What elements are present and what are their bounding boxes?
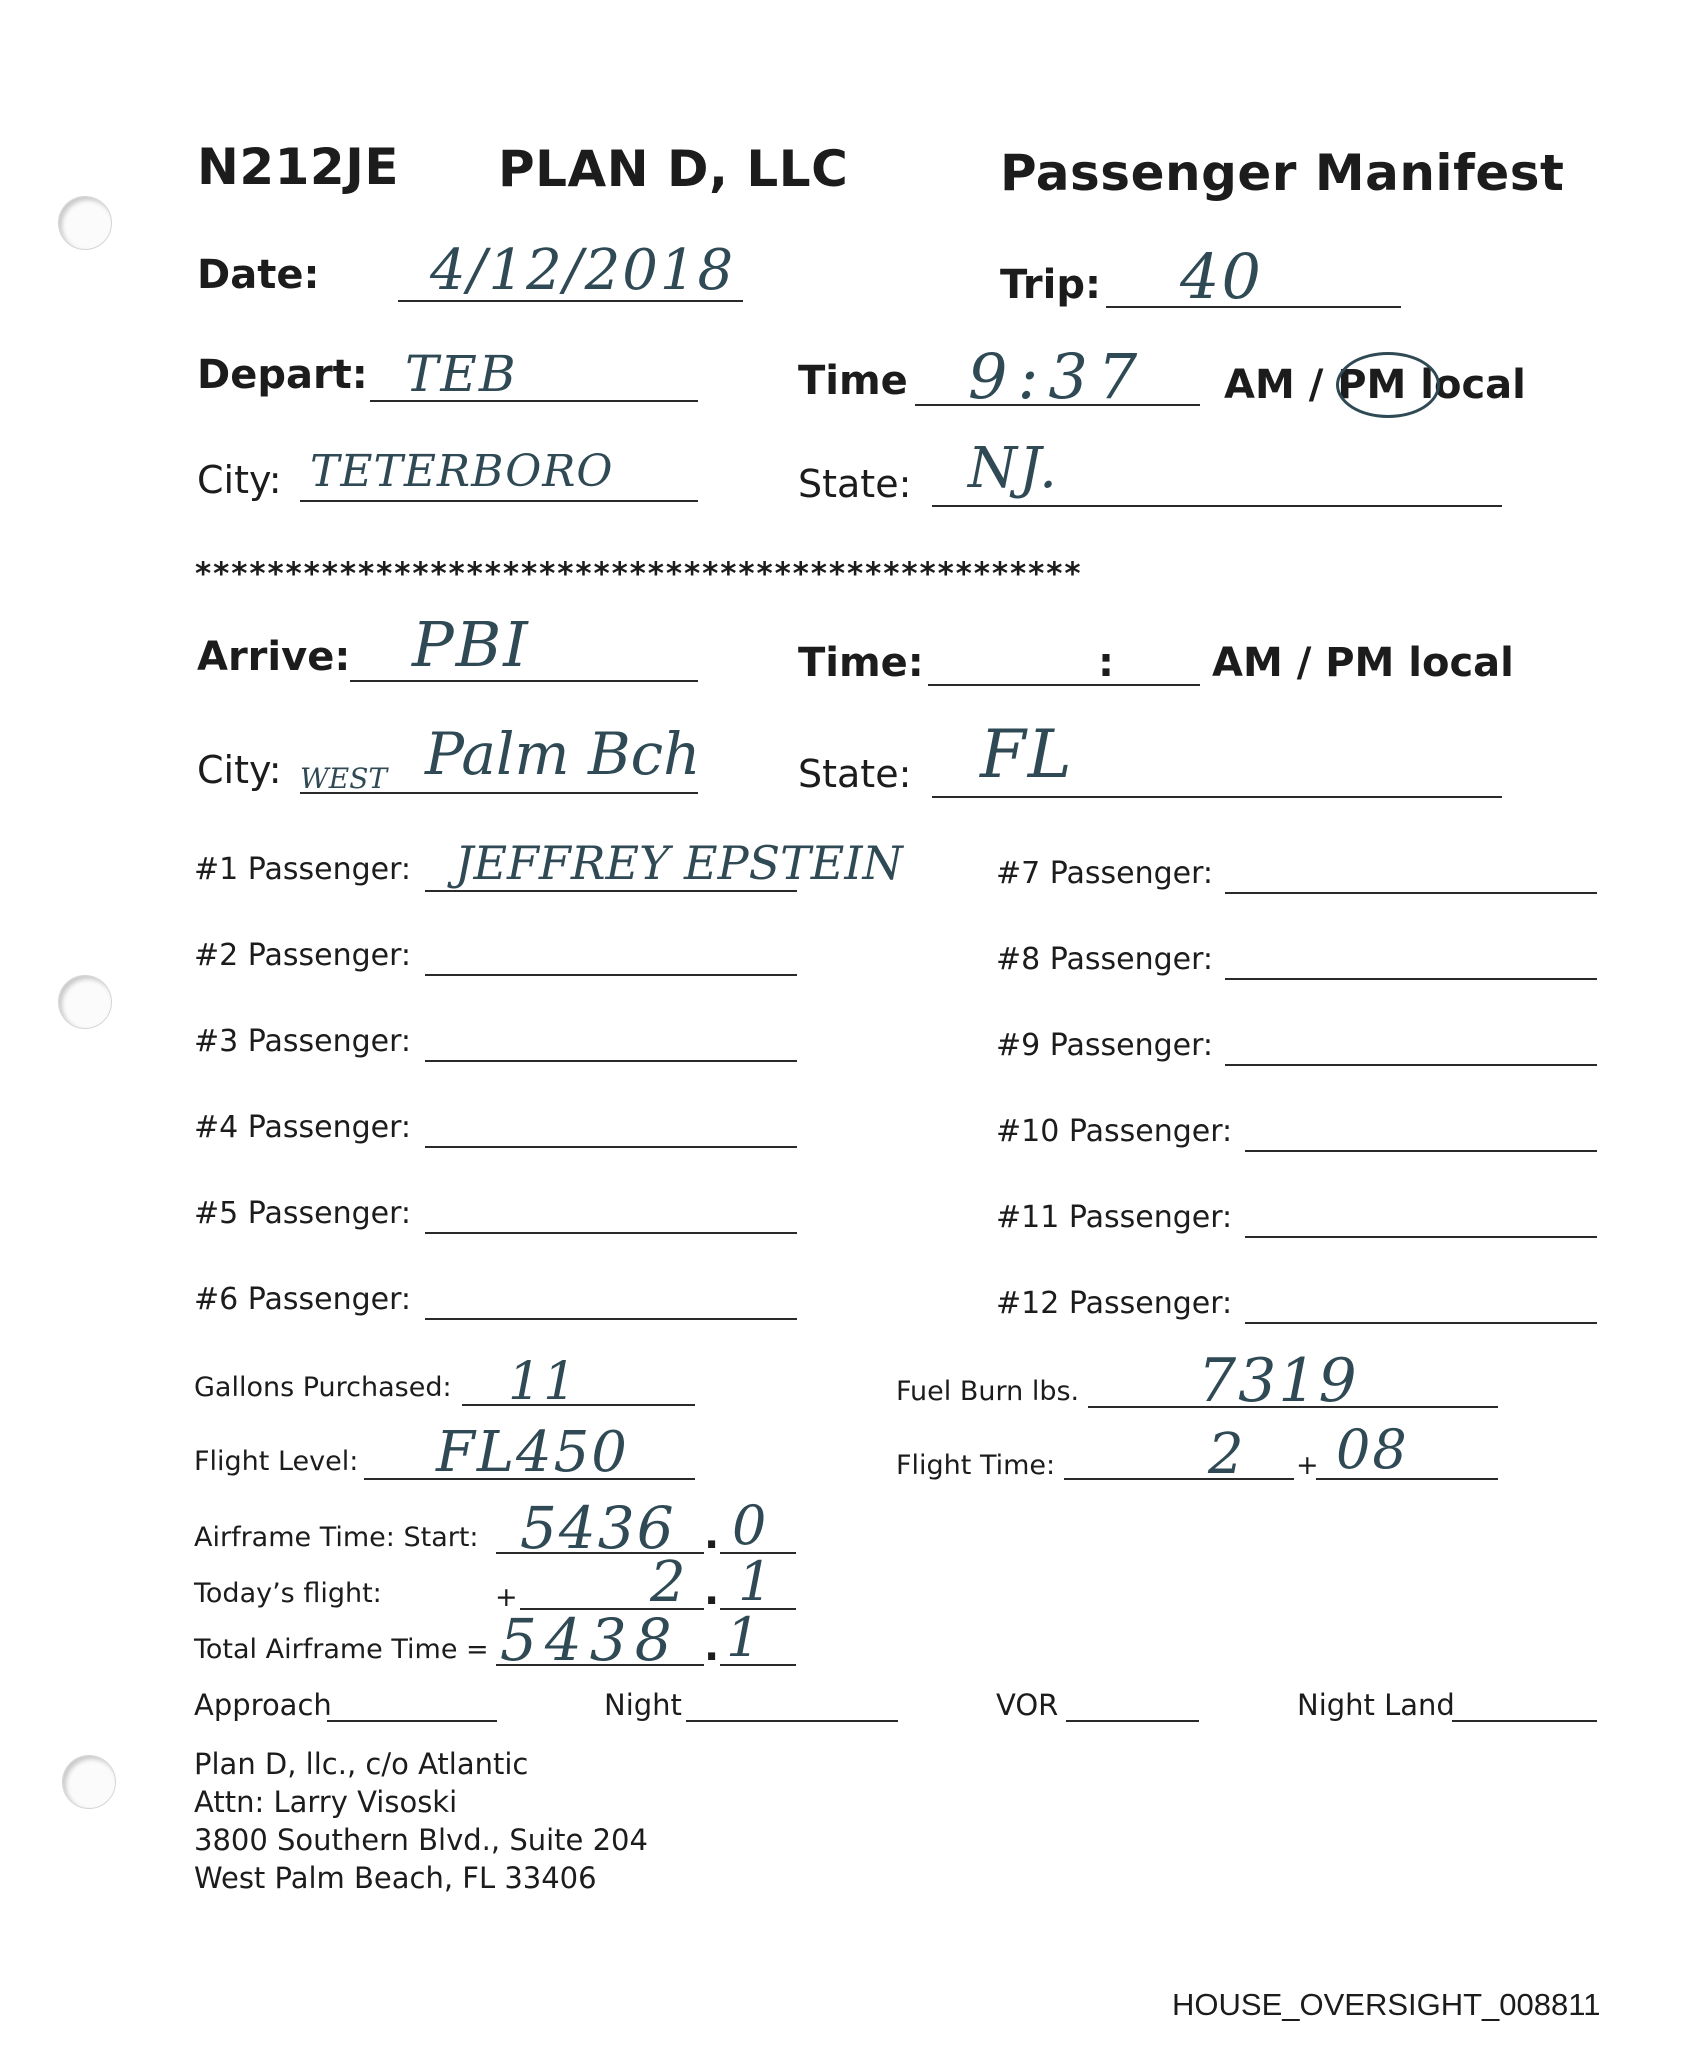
arrive-state-field[interactable]	[932, 796, 1502, 798]
passenger-11-field[interactable]	[1245, 1236, 1597, 1238]
arrive-city-prefix-handwritten: WEST	[300, 762, 388, 795]
todays-flight-tenth-handwritten: 1	[738, 1550, 775, 1613]
approach-label: Approach	[194, 1688, 332, 1722]
airframe-start-label: Airframe Time: Start:	[194, 1522, 479, 1553]
todays-flight-plus: +	[495, 1582, 518, 1613]
flight-time-plus: +	[1296, 1450, 1319, 1481]
passenger-11-label: #11 Passenger:	[996, 1200, 1233, 1235]
flight-time-minutes-handwritten: 08	[1336, 1418, 1409, 1481]
passenger-5-label: #5 Passenger:	[194, 1196, 412, 1231]
company-name: PLAN D, LLC	[498, 140, 849, 198]
fuel-burn-label: Fuel Burn lbs.	[896, 1376, 1080, 1407]
passenger-9-field[interactable]	[1225, 1064, 1597, 1066]
arrive-city-handwritten: Palm Bch	[425, 720, 701, 788]
depart-city-label: City:	[197, 458, 282, 502]
gallons-handwritten: 11	[508, 1352, 579, 1412]
arrive-state-label: State:	[798, 752, 912, 796]
todays-flight-whole-handwritten: 2	[650, 1550, 688, 1615]
airframe-start-whole-handwritten: 5436	[520, 1494, 676, 1562]
depart-state-field[interactable]	[932, 505, 1502, 507]
depart-city-handwritten: TETERBORO	[310, 446, 614, 497]
flight-level-handwritten: FL450	[436, 1420, 629, 1485]
address-line-1: Plan D, llc., c/o Atlantic	[194, 1747, 529, 1781]
gallons-field[interactable]	[462, 1404, 695, 1406]
passenger-2-field[interactable]	[425, 974, 797, 976]
depart-time-handwritten: 9:37	[968, 340, 1148, 413]
passenger-3-field[interactable]	[425, 1060, 797, 1062]
passenger-12-label: #12 Passenger:	[996, 1286, 1233, 1321]
depart-label: Depart:	[197, 352, 368, 398]
binder-hole-middle	[58, 975, 112, 1029]
trip-label: Trip:	[1000, 262, 1101, 308]
arrive-city-label: City:	[197, 748, 282, 792]
arrive-time-label: Time:	[798, 640, 924, 686]
vor-label: VOR	[996, 1688, 1059, 1722]
depart-ampm-label: AM / PM local	[1224, 362, 1526, 408]
passenger-9-label: #9 Passenger:	[996, 1028, 1214, 1063]
total-airframe-label: Total Airframe Time =	[194, 1634, 489, 1665]
arrive-handwritten: PBI	[412, 608, 530, 681]
passenger-1-label: #1 Passenger:	[194, 852, 412, 887]
approach-field[interactable]	[327, 1720, 497, 1722]
passenger-1-handwritten: JEFFREY EPSTEIN	[455, 836, 903, 890]
night-land-field[interactable]	[1452, 1720, 1597, 1722]
passenger-4-field[interactable]	[425, 1146, 797, 1148]
passenger-8-field[interactable]	[1225, 978, 1597, 980]
arrive-ampm-label: AM / PM local	[1212, 640, 1514, 686]
fuel-burn-handwritten: 7319	[1198, 1346, 1359, 1416]
binder-hole-bottom	[62, 1755, 116, 1809]
flight-level-label: Flight Level:	[194, 1446, 359, 1477]
passenger-12-field[interactable]	[1245, 1322, 1597, 1324]
todays-flight-dot: .	[704, 1568, 720, 1614]
depart-city-field[interactable]	[300, 500, 698, 502]
flight-time-hours-field[interactable]	[1064, 1478, 1294, 1480]
night-field[interactable]	[686, 1720, 898, 1722]
depart-time-label: Time	[798, 358, 908, 404]
depart-state-label: State:	[798, 462, 912, 506]
passenger-7-field[interactable]	[1225, 892, 1597, 894]
passenger-8-label: #8 Passenger:	[996, 942, 1214, 977]
arrive-label: Arrive:	[197, 634, 351, 680]
passenger-10-label: #10 Passenger:	[996, 1114, 1233, 1149]
flight-time-hours-handwritten: 2	[1208, 1422, 1246, 1487]
depart-handwritten: TEB	[405, 345, 518, 403]
vor-field[interactable]	[1066, 1720, 1199, 1722]
binder-hole-top	[58, 196, 112, 250]
depart-state-handwritten: NJ.	[968, 436, 1059, 501]
todays-flight-label: Today’s flight:	[194, 1578, 382, 1609]
passenger-6-label: #6 Passenger:	[194, 1282, 412, 1317]
passenger-10-field[interactable]	[1245, 1150, 1597, 1152]
trip-handwritten: 40	[1180, 240, 1263, 313]
night-land-label: Night Land	[1297, 1688, 1455, 1722]
date-label: Date:	[197, 252, 320, 298]
tail-number: N212JE	[197, 138, 399, 196]
address-line-4: West Palm Beach, FL 33406	[194, 1861, 597, 1895]
passenger-3-label: #3 Passenger:	[194, 1024, 412, 1059]
flight-time-label: Flight Time:	[896, 1450, 1056, 1481]
passenger-1-field[interactable]	[425, 890, 797, 892]
total-airframe-whole-handwritten: 5438	[500, 1606, 680, 1674]
airframe-start-tenth-handwritten: 0	[732, 1494, 769, 1557]
passenger-5-field[interactable]	[425, 1232, 797, 1234]
passenger-6-field[interactable]	[425, 1318, 797, 1320]
airframe-start-dot: .	[704, 1512, 720, 1558]
total-airframe-dot: .	[704, 1624, 720, 1670]
total-airframe-tenth-handwritten: 1	[726, 1606, 763, 1669]
section-divider: *************************************************	[195, 556, 1083, 592]
arrive-state-handwritten: FL	[980, 716, 1074, 793]
arrive-time-colon: :	[1098, 640, 1114, 686]
night-label: Night	[604, 1688, 682, 1722]
gallons-label: Gallons Purchased:	[194, 1372, 452, 1403]
address-line-3: 3800 Southern Blvd., Suite 204	[194, 1823, 648, 1857]
address-line-2: Attn: Larry Visoski	[194, 1785, 458, 1819]
form-title: Passenger Manifest	[1000, 144, 1565, 202]
passenger-7-label: #7 Passenger:	[996, 856, 1214, 891]
date-handwritten: 4/12/2018	[430, 238, 736, 303]
arrive-time-field[interactable]	[928, 684, 1200, 686]
pm-circle-mark	[1336, 352, 1440, 418]
passenger-2-label: #2 Passenger:	[194, 938, 412, 973]
bates-number: HOUSE_OVERSIGHT_008811	[1172, 1987, 1601, 2022]
passenger-4-label: #4 Passenger:	[194, 1110, 412, 1145]
